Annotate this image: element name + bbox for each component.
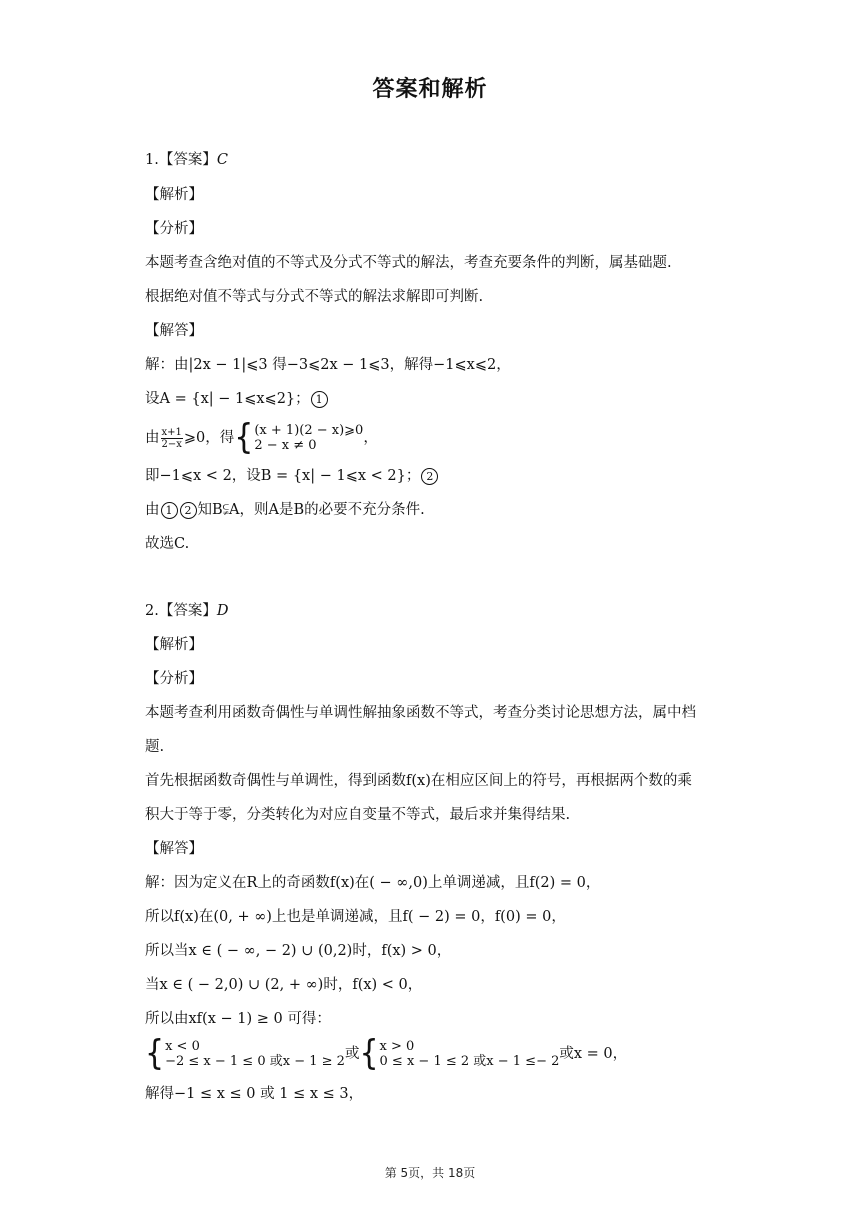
q2-solution-line-1: 解：因为定义在R上的奇函数f(x)在( − ∞,0)上单调递减，且f(2) = 0， bbox=[145, 875, 601, 891]
page-footer: 第 5页，共 18页 bbox=[384, 1166, 476, 1180]
q2-fenxi-label: 【分析】 bbox=[145, 671, 203, 687]
q2-solution-line-5: 所以由xf(x − 1) ≥ 0 可得： bbox=[145, 1011, 331, 1027]
q1-l3-pre: 由 bbox=[145, 430, 160, 446]
q2-solution-line-4: 当x ∈ ( − 2,0) ∪ (2, + ∞)时，f(x) < 0， bbox=[145, 977, 423, 993]
circled-one-mark: 1 bbox=[161, 502, 178, 519]
system-row-2: 2 − x ≠ 0 bbox=[254, 438, 317, 453]
q1-answer-head: 1.【答案】 bbox=[145, 152, 217, 168]
system-row-2: 0 ≤ x − 1 ≤ 2 或x − 1 ≤− 2 bbox=[379, 1054, 560, 1069]
q1-solution-line-5 bbox=[145, 500, 425, 520]
system-row-1: (x + 1)(2 − x)⩾0 bbox=[254, 423, 364, 438]
q2-solution-line-3: 所以当x ∈ ( − ∞, − 2) ∪ (0,2)时，f(x) > 0， bbox=[145, 943, 452, 959]
q1-set-b: 即−1⩽x < 2，设B = {x| − 1⩽x < 2}； bbox=[145, 468, 421, 484]
q1-solution-line-1: 解：由|2x − 1|⩽3 得−3⩽2x − 1⩽3，解得−1⩽x⩽2， bbox=[145, 357, 511, 373]
q1-solution-line-3 bbox=[145, 417, 378, 458]
inequality-system bbox=[234, 417, 364, 458]
q2-fenxi-text-3: 首先根据函数奇偶性与单调性，得到函数f(x)在相应区间上的符号，再根据两个数的乘 bbox=[145, 773, 692, 789]
q1-answer-line bbox=[145, 150, 228, 170]
q2-answer-line bbox=[145, 601, 228, 621]
q1-conclusion: 故选C. bbox=[145, 536, 190, 552]
q2-solution-line-2: 所以f(x)在(0, + ∞)上也是单调递减，且f( − 2) = 0，f(0) = 0， bbox=[145, 909, 566, 925]
q2-answer-value: D bbox=[216, 603, 229, 619]
q1-jiexi-label: 【解析】 bbox=[145, 187, 203, 203]
q1-answer-value: C bbox=[216, 152, 228, 168]
system-row-2: −2 ≤ x − 1 ≤ 0 或x − 1 ≥ 2 bbox=[165, 1054, 345, 1069]
left-brace-icon: { bbox=[145, 1033, 165, 1074]
q1-fenxi-text-1: 本题考查含绝对值的不等式及分式不等式的解法，考查充要条件的判断，属基础题. bbox=[145, 255, 672, 271]
fraction-numerator: x+1 bbox=[161, 426, 182, 438]
inequality-system bbox=[145, 1033, 345, 1074]
inequality-system bbox=[359, 1033, 560, 1074]
page-title: 答案和解析 bbox=[372, 77, 488, 102]
q1-jieda-label: 【解答】 bbox=[145, 323, 203, 339]
q1-l3-mid: ⩾0，得 bbox=[183, 430, 235, 446]
q1-l5-post: 知B⫋A，则A是B的必要不充分条件. bbox=[197, 502, 425, 518]
q1-l5-pre: 由 bbox=[145, 502, 160, 518]
fraction bbox=[161, 427, 183, 450]
q1-fenxi-text-2: 根据绝对值不等式与分式不等式的解法求解即可判断. bbox=[145, 289, 484, 305]
left-brace-icon: { bbox=[234, 417, 254, 458]
system-row-1: x > 0 bbox=[379, 1039, 415, 1054]
q2-answer-head: 2.【答案】 bbox=[145, 603, 217, 619]
q2-solution-line-7: 解得−1 ≤ x ≤ 0 或 1 ≤ x ≤ 3， bbox=[145, 1086, 364, 1102]
q2-case-tail: 或x = 0， bbox=[559, 1046, 628, 1062]
q1-solution-line-4 bbox=[145, 466, 439, 486]
q1-l3-post: ， bbox=[363, 430, 378, 446]
q2-jieda-label: 【解答】 bbox=[145, 841, 203, 857]
q2-fenxi-text-2: 题. bbox=[145, 739, 165, 755]
q1-fenxi-label: 【分析】 bbox=[145, 221, 203, 237]
system-row-1: x < 0 bbox=[165, 1039, 200, 1054]
q2-fenxi-text-1: 本题考查利用函数奇偶性与单调性解抽象函数不等式，考查分类讨论思想方法，属中档 bbox=[145, 705, 696, 721]
circled-one-mark: 1 bbox=[311, 391, 328, 408]
or-text: 或 bbox=[344, 1046, 360, 1062]
q2-fenxi-text-4: 积大于等于零，分类转化为对应自变量不等式，最后求并集得结果. bbox=[145, 807, 571, 823]
q1-set-a: 设A = {x| − 1⩽x⩽2}； bbox=[145, 391, 310, 407]
left-brace-icon: { bbox=[359, 1033, 379, 1074]
circled-two-mark: 2 bbox=[180, 502, 197, 519]
fraction-denominator: 2−x bbox=[161, 438, 182, 450]
circled-two-mark: 2 bbox=[421, 468, 438, 485]
q1-solution-line-2 bbox=[145, 389, 329, 409]
q2-case-systems bbox=[145, 1033, 628, 1074]
q2-jiexi-label: 【解析】 bbox=[145, 637, 203, 653]
